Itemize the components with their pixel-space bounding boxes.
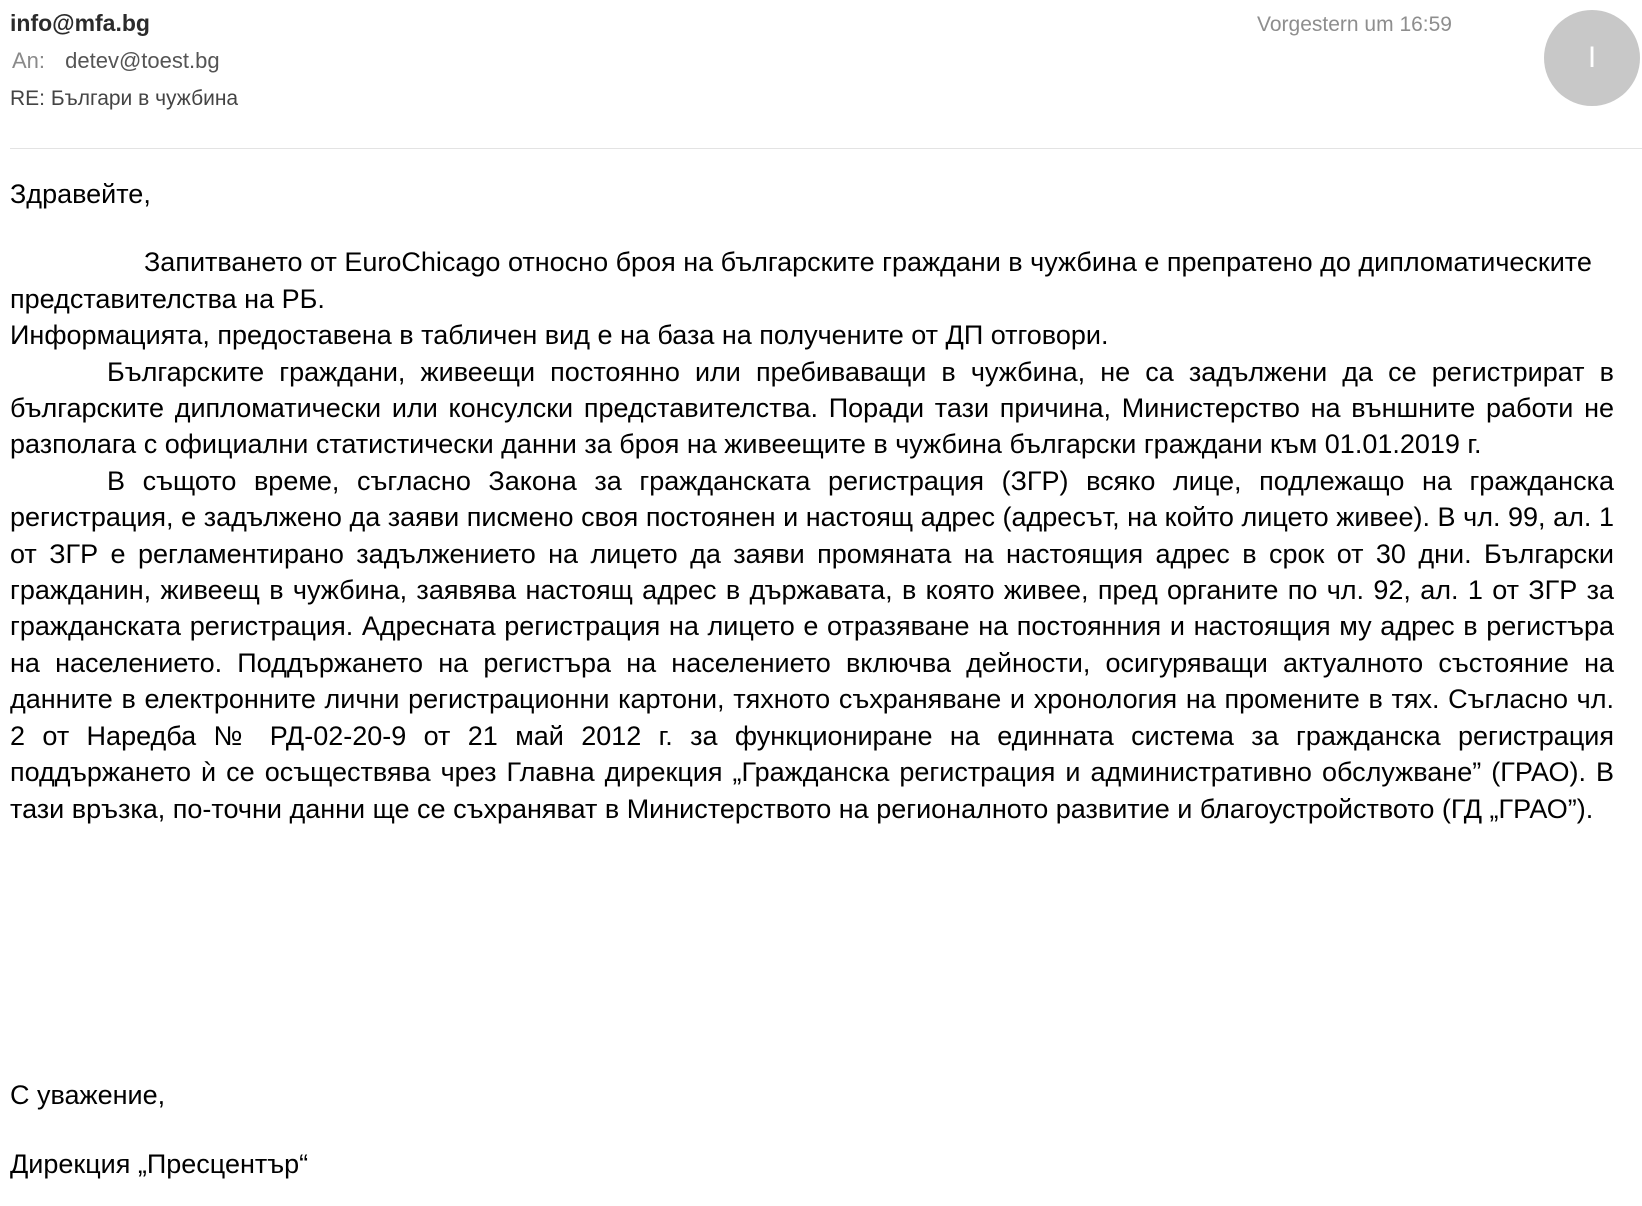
avatar-initial: I: [1587, 41, 1597, 74]
to-label: An:: [12, 48, 46, 73]
recipient-row: [12, 48, 220, 74]
closing: С уважение,: [10, 1080, 166, 1110]
email-header: [0, 0, 1642, 150]
header-divider: [10, 148, 1642, 149]
greeting: Здравейте,: [10, 179, 151, 209]
sender-avatar[interactable]: [1544, 10, 1640, 106]
body-paragraph: Информацията, предоставена в табличен вид е на база на получените от ДП отговори.: [10, 320, 1109, 351]
email-date: Vorgestern um 16:59: [1257, 13, 1452, 36]
signature: Дирекция „Пресцентър“: [10, 1149, 309, 1179]
recipient-address[interactable]: detev@toest.bg: [65, 48, 220, 73]
body-paragraph: Запитването от EuroChicago относно броя на българските граждани в чужбина е препратено до дипломатическите представителства на РБ.: [10, 247, 1592, 314]
email-subject: RE: Българи в чужбина: [10, 87, 239, 110]
body-paragraph: В същото време, съгласно Закона за гражданската регистрация (ЗГР) всяко лице, подлежащо на гражданска регистрация, е задължено да заяви писмено своя постоянен и настоящ адрес (адресът, на който лицето живее). В чл. 99, ал. 1 от ЗГР е регламентирано задължението на лицето да заяви промяната на настоящия адрес в срок от 30 дни. Български гражданин, живеещ в чужбина, заявява настоящ адрес в държавата, в която живее, пред органите по чл. 92, ал. 1 от ЗГР за гражданската регистрация. Адресната регистрация на лицето е отразяване на постоянния и настоящия му адрес в регистъра на населението. Поддържането на регистъра на населението включва дейности, осигуряващи актуалното състояние на данните в електронните лични регистрационни картони, тяхното съхраняване и хронология на промените в тях. Съгласно чл. 2 от Наредба № РД-02-20-9 от 21 май 2012 г. за функциониране на единната система за гражданска регистрация поддържането ѝ се осъществява чрез Главна дирекция „Гражданска регистрация и административно обслужване” (ГРАО). В тази връзка, по-точни данни ще се съхраняват в Министерството на регионалното развитие и благоустройството (ГД „ГРАО”).: [10, 465, 1614, 824]
sender-address[interactable]: info@mfa.bg: [10, 10, 150, 36]
email-body: [10, 176, 1614, 827]
body-paragraph: Българските граждани, живеещи постоянно или пребиваващи в чужбина, не са задължени да се регистрират в българските дипломатически или консулски представителства. Поради тази причина, Министерство на външните работи не разполага с официални статистически данни за броя на живеещите в чужбина български граждани към 01.01.2019 г.: [10, 356, 1614, 460]
